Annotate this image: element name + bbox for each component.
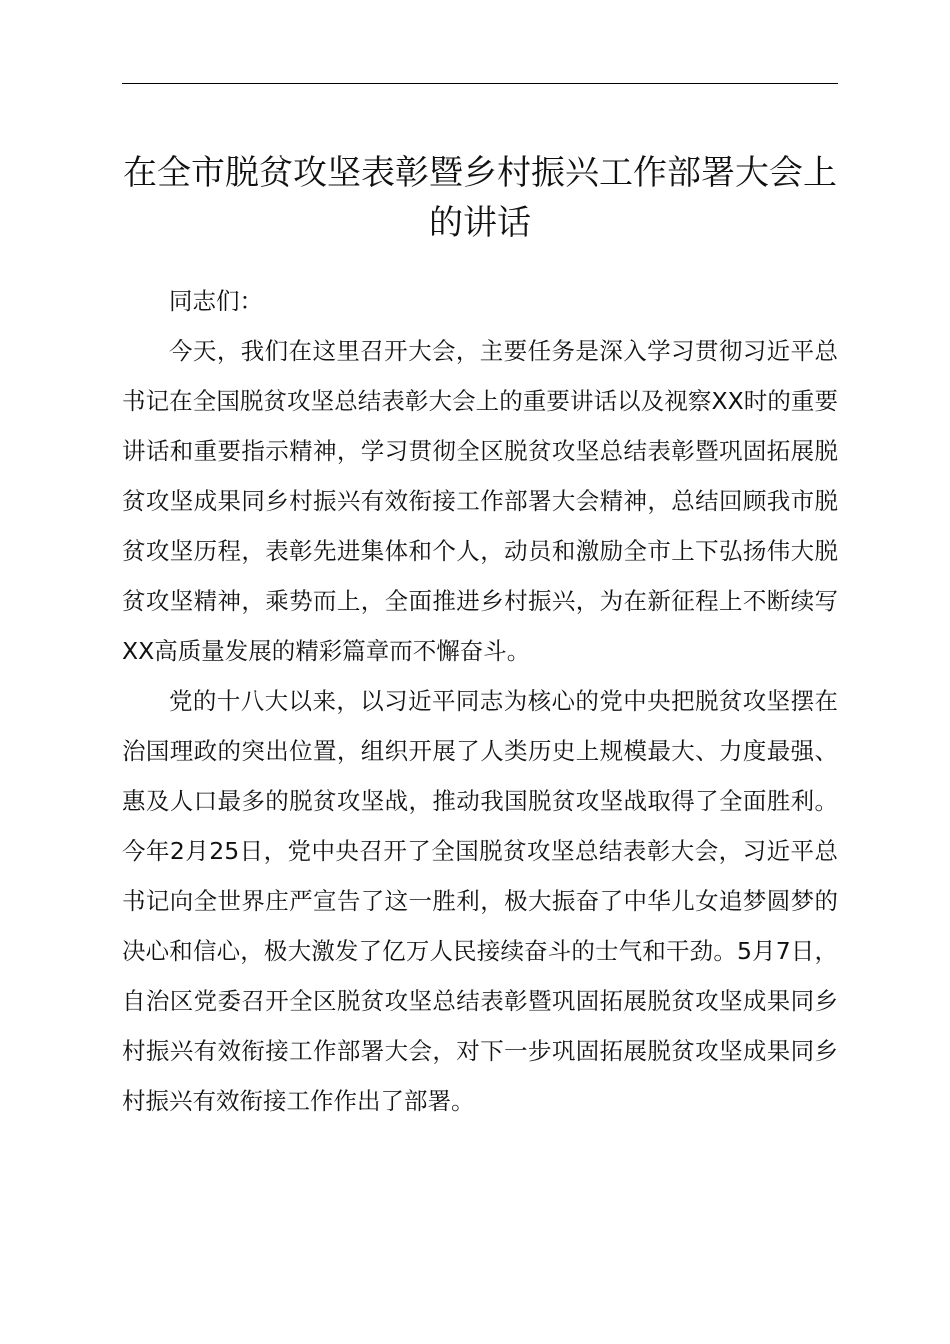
salutation: 同志们： [169, 287, 263, 315]
document-body [122, 276, 838, 1126]
document-title: 在全市脱贫攻坚表彰暨乡村振兴工作部署大会上的讲话 [123, 153, 837, 243]
paragraph-2: 党的十八大以来，以习近平同志为核心的党中央把脱贫攻坚摆在治国理政的突出位置，组织开展了人类历史上规模最大、力度最强、惠及人口最多的脱贫攻坚战，推动我国脱贫攻坚战取得了全面胜利。今年2月25日，党中央召开了全国脱贫攻坚总结表彰大会，习近平总书记向全世界庄严宣告了这一胜利，极大振奋了中华儿女追梦圆梦的决心和信心，极大激发了亿万人民接续奋斗的士气和干劲。5月7日，自治区党委召开全区脱贫攻坚总结表彰暨巩固拓展脱贫攻坚成果同乡村振兴有效衔接工作部署大会，对下一步巩固拓展脱贫攻坚成果同乡村振兴有效衔接工作作出了部署。 [122, 687, 838, 1115]
paragraph-1: 今天，我们在这里召开大会，主要任务是深入学习贯彻习近平总书记在全国脱贫攻坚总结表彰大会上的重要讲话以及视察XX时的重要讲话和重要指示精神，学习贯彻全区脱贫攻坚总结表彰暨巩固拓展脱贫攻坚成果同乡村振兴有效衔接工作部署大会精神，总结回顾我市脱贫攻坚历程，表彰先进集体和个人，动员和激励全市上下弘扬伟大脱贫攻坚精神，乘势而上，全面推进乡村振兴，为在新征程上不断续写XX高质量发展的精彩篇章而不懈奋斗。 [122, 337, 838, 665]
header-rule [122, 83, 838, 84]
